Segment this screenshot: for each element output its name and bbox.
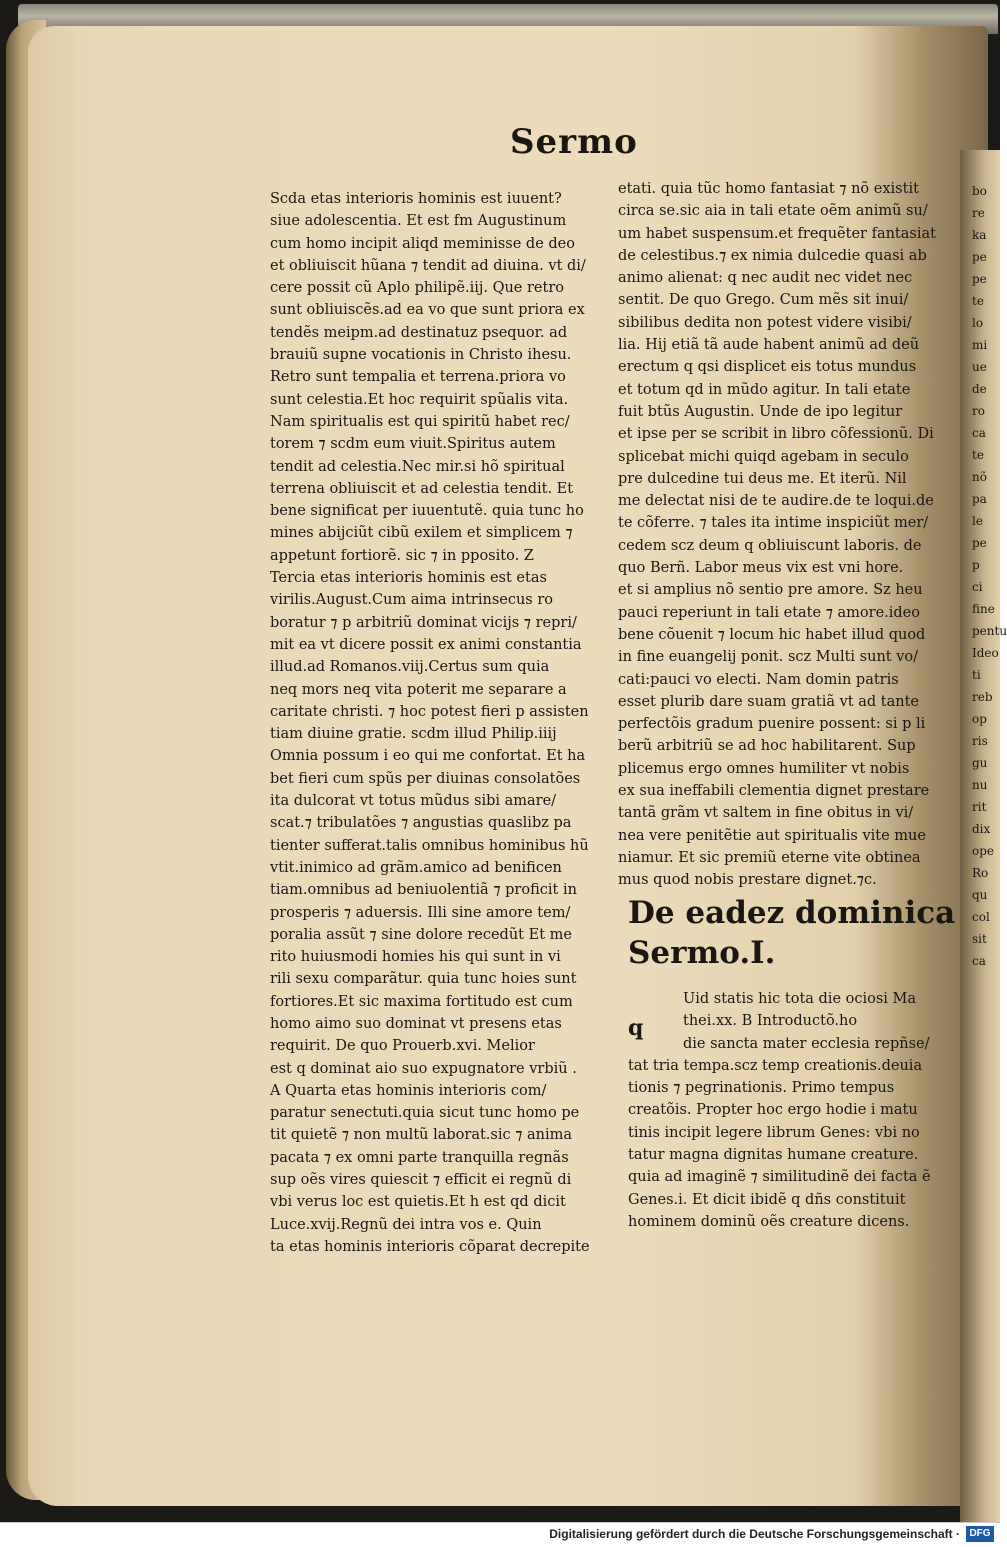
heading-line: De eadez dominica [628,895,956,931]
text-line: virilis.August.Cum aima intrinsecus ro [270,592,554,609]
dfg-logo: DFG [966,1526,994,1542]
text-line: Nam spiritualis est qui spiritũ habet rec/ [270,413,570,430]
edge-fragment: rit [972,800,987,814]
text-line: te cõferre. ⁊ tales ita intime inspiciũt mer/ [618,515,929,532]
text-line: esset plurib dare suam gratiã vt ad tante [618,693,919,710]
text-line: requirit. De quo Prouerb.xvi. Melior [270,1038,535,1055]
text-line: Omnia possum i eo qui me confortat. Et ha [270,748,586,765]
edge-fragment: pe [972,250,987,264]
edge-fragment: ro [972,404,985,418]
text-line: niamur. Et sic premiũ eterne vite obtinea [618,849,921,866]
text-line: torem ⁊ scdm eum viuit.Spiritus autem [270,436,556,453]
text-line: homo aimo suo dominat vt presens etas [270,1015,562,1032]
edge-fragment: pe [972,272,987,286]
text-line: pauci reperiunt in tali etate ⁊ amore.ideo [618,604,920,621]
text-line: thei.xx. B Introductõ.ho [683,1013,858,1030]
text-line: est q dominat aio suo expugnatore vrbiũ . [270,1060,577,1077]
text-line: de celestibus.⁊ ex nimia dulcedie quasi ab [618,247,927,264]
edge-fragment: dix [972,822,991,836]
edge-fragment: ca [972,954,986,968]
text-line: tantã grãm vt saltem in fine obitus in vi/ [618,805,914,822]
text-line: siue adolescentia. Et est fm Augustinum [270,213,567,230]
text-line: prosperis ⁊ aduersis. Illi sine amore tem/ [270,904,571,921]
text-line: rili sexu comparãtur. quia tunc hoies sunt [270,971,577,988]
text-line: cum homo incipit aliqd meminisse de deo [270,235,575,252]
text-line: terrena obliuiscit et ad celestia tendit. Et [270,480,574,497]
right-text-column [618,178,938,892]
text-line: boratur ⁊ p arbitriũ dominat vicijs ⁊ repri/ [270,614,577,631]
text-line: tendẽs meipm.ad destinatuz psequor. ad [270,324,568,341]
edge-fragment: Ro [972,866,989,880]
text-line: scat.⁊ tribulatões ⁊ angustias quaslibz pa [270,815,572,832]
text-line: et obliuiscit hũana ⁊ tendit ad diuina. vt di/ [270,257,586,274]
text-line: um habet suspensum.et frequẽter fantasiat [618,225,936,242]
text-line: fortiores.Et sic maxima fortitudo est cum [270,993,573,1010]
edge-fragment: pe [972,536,987,550]
edge-fragment: qu [972,888,988,902]
right-text-column-continued [628,988,948,1233]
text-line: tienter sufferat.talis omnibus hominibus hũ [270,837,589,854]
initial-letter: q [628,1015,644,1041]
text-line: bene cõuenit ⁊ locum hic habet illud quod [618,626,926,643]
text-line: sunt celestia.Et hoc requirit spũalis vita. [270,391,569,408]
text-line: ta etas hominis interioris cõparat decrepite [270,1238,590,1255]
edge-fragment: reb [972,690,993,704]
running-head: Sermo [510,122,638,162]
edge-fragment: ti [972,668,981,682]
text-line: nea vere penitẽtie aut spiritualis vite mue [618,827,926,844]
text-line: plicemus ergo omnes humiliter vt nobis [618,760,910,777]
edge-fragment: fine [972,602,995,616]
text-line: in fine euangelij ponit. scz Multi sunt vo/ [618,649,919,666]
text-line: Tercia etas interioris hominis est etas [270,570,547,587]
text-line: bene significat per iuuentutẽ. quia tunc ho [270,503,584,520]
text-line: et totum qd in mũdo agitur. In tali etate [618,381,911,398]
text-line: lia. Hij etiã tã aude habent animũ ad deũ [618,337,920,354]
edge-fragment: Ideo [972,646,999,660]
text-line: brauiũ supne vocationis in Christo ihesu. [270,347,572,364]
text-line: Luce.xvij.Regnũ dei intra vos e. Quin [270,1216,542,1233]
edge-fragment: nu [972,778,988,792]
edge-fragment: mi [972,338,988,352]
text-line: tiam diuine gratie. scdm illud Philip.iiij [270,726,557,743]
edge-fragment: col [972,910,990,924]
text-line: vbi verus loc est quietis.Et h est qd dicit [270,1194,566,1211]
text-line: mus quod nobis prestare dignet.⁊c. [618,872,877,889]
text-line: Uid statis hic tota die ociosi Ma [683,991,917,1007]
text-line: tat tria tempa.scz temp creationis.deuia [628,1057,923,1074]
text-line: Scda etas interioris hominis est iuuent? [270,191,562,207]
text-line: neq mors neq vita poterit me separare a [270,681,567,698]
edge-fragment: lo [972,316,984,330]
text-line: fuit btũs Augustin. Unde de ipo legitur [618,403,903,420]
text-line: die sancta mater ecclesia repñse/ [683,1035,930,1052]
text-line: caritate christi. ⁊ hoc potest fieri p assisten [270,703,589,720]
text-line: quia ad imaginẽ ⁊ similitudinẽ dei facta ẽ [628,1169,931,1186]
text-line: sunt obliuiscẽs.ad ea vo que sunt priora ex [270,302,585,319]
footer-bar [0,1522,1000,1547]
text-line: tinis incipit legere librum Genes: vbi no [628,1124,920,1141]
edge-fragment: bo [972,184,987,198]
text-line: quo Berñ. Labor meus vix est vni hore. [618,560,904,577]
text-line: mines abijciũt cibũ exilem et simplicem ⁊ [270,525,573,542]
edge-fragment: ci [972,580,983,594]
facing-page-edge-text [972,180,1007,972]
text-line: mit ea vt dicere possit ex animi constantia [270,636,582,653]
text-line: appetunt fortiorẽ. sic ⁊ in pposito. Z [270,547,534,564]
text-line: splicebat michi quiqd agebam in seculo [618,448,909,465]
edge-fragment: gu [972,756,988,770]
text-line: me delectat nisi de te audire.de te loqui.de [618,493,934,510]
text-line: perfectõis gradum puenire possent: si p li [618,716,926,733]
text-line: sibilibus dedita non potest videre visibi/ [618,314,912,331]
text-line: sup oẽs vires quiescit ⁊ efficit ei regnũ di [270,1172,572,1189]
funding-notice: Digitalisierung gefördert durch die Deutsche Forschungsgemeinschaft · [549,1527,960,1541]
edge-fragment: op [972,712,987,726]
text-line: etati. quia tũc homo fantasiat ⁊ nõ existit [618,181,919,197]
text-line: animo alienat: q nec audit nec videt nec [618,270,913,287]
text-line: tit quietẽ ⁊ non multũ laborat.sic ⁊ anima [270,1127,573,1144]
text-line: A Quarta etas hominis interioris com/ [270,1082,547,1099]
edge-fragment: pentu [972,624,1007,638]
heading-line: Sermo.I. [628,935,776,971]
text-line: tatur magna dignitas humane creature. [628,1147,919,1164]
text-line: Retro sunt tempalia et terrena.priora vo [270,369,566,386]
text-line: cati:pauci vo electi. Nam domin patris [618,671,899,688]
left-text-column [270,188,595,1258]
edge-fragment: le [972,514,983,528]
text-line: rito huiusmodi homies his qui sunt in vi [270,949,561,966]
text-line: berũ arbitriũ se ad hoc habilitarent. Sup [618,738,916,755]
edge-fragment: sit [972,932,987,946]
edge-fragment: ka [972,228,987,242]
text-line: illud.ad Romanos.viij.Certus sum quia [270,659,550,676]
edge-fragment: de [972,382,987,396]
text-line: et ipse per se scribit in libro cõfessionũ. Di [618,426,934,443]
text-line: cedem scz deum q obliuiscunt laboris. de [618,537,922,554]
edge-fragment: p [972,558,980,572]
text-line: hominem dominũ oẽs creature dicens. [628,1213,910,1230]
edge-fragment: te [972,294,984,308]
text-line: vtit.inimico ad grãm.amico ad benificen [270,859,562,876]
edge-fragment: re [972,206,985,220]
text-line: poralia assũt ⁊ sine dolore recedũt Et me [270,926,572,943]
text-line: ex sua ineffabili clementia dignet prestare [618,783,930,800]
text-line: sentit. De quo Grego. Cum mẽs sit inui/ [618,292,909,309]
text-line: tiam.omnibus ad beniuolentiã ⁊ proficit in [270,882,577,899]
text-line: pacata ⁊ ex omni parte tranquilla regnãs [270,1149,569,1166]
text-line: et si amplius nõ sentio pre amore. Sz heu [618,582,923,599]
edge-fragment: ris [972,734,988,748]
edge-fragment: pa [972,492,987,506]
edge-fragment: ope [972,844,995,858]
text-line: tionis ⁊ pegrinationis. Primo tempus [628,1080,895,1097]
text-line: bet fieri cum spũs per diuinas consolatões [270,770,581,787]
text-line: circa se.sic aia in tali etate oẽm animũ su/ [618,203,928,220]
text-line: tendit ad celestia.Nec mir.si hõ spiritual [270,458,565,475]
text-line: pre dulcedine tui deus me. Et iterũ. Nil [618,470,907,487]
text-line: cere possit cũ Aplo philipẽ.iij. Que retro [270,280,565,297]
text-line: erectum q qsi displicet eis totus mundus [618,359,917,376]
edge-fragment: nõ [972,470,987,484]
text-line: paratur senectuti.quia sicut tunc homo pe [270,1105,580,1122]
edge-fragment: te [972,448,984,462]
text-line: creatõis. Propter hoc ergo hodie i matu [628,1102,918,1119]
text-line: Genes.i. Et dicit ibidẽ q dñs constituit [628,1191,906,1208]
edge-fragment: ca [972,426,986,440]
text-line: ita dulcorat vt totus mũdus sibi amare/ [270,793,557,810]
section-heading [628,893,956,973]
edge-fragment: ue [972,360,987,374]
